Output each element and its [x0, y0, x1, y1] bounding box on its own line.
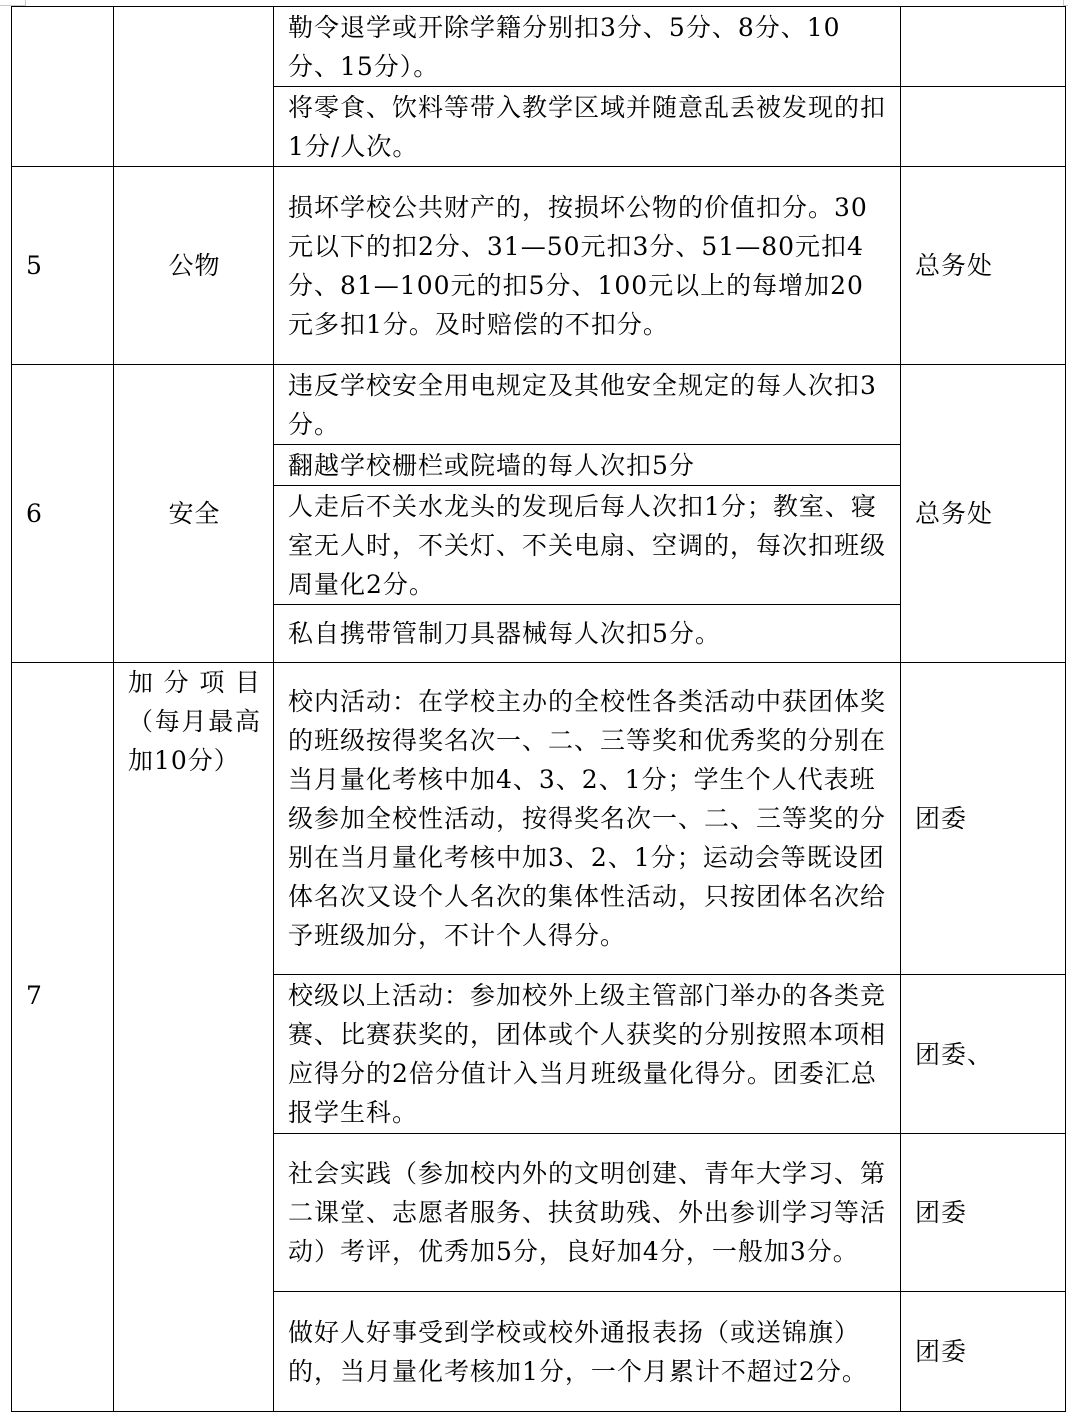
- rule-text: 社会实践（参加校内外的文明创建、青年大学习、第二课堂、志愿者服务、扶贫助残、外出参训学习等活动）考评，优秀加5分，良好加4分，一般加3分。: [274, 1134, 901, 1292]
- responsible-dept: 团委: [901, 663, 1066, 975]
- row-number-text: 7: [26, 981, 43, 1010]
- table-row: [12, 365, 1066, 445]
- rule-text: 私自携带管制刀具器械每人次扣5分。: [274, 605, 901, 663]
- table-row: [12, 167, 1066, 365]
- scoring-rules-table: [11, 6, 1066, 1412]
- rule-text: 违反学校安全用电规定及其他安全规定的每人次扣3分。: [274, 365, 901, 445]
- table-row: [12, 7, 1066, 87]
- row-number: [12, 7, 114, 167]
- responsible-dept: [901, 87, 1066, 167]
- rule-text: 勒令退学或开除学籍分别扣3分、5分、8分、10分、15分）。: [274, 7, 901, 87]
- rule-text: 做好人好事受到学校或校外通报表扬（或送锦旗）的，当月量化考核加1分，一个月累计不超过2分。: [274, 1292, 901, 1412]
- responsible-dept: 团委、: [901, 975, 1066, 1134]
- rule-text: 翻越学校栅栏或院墙的每人次扣5分: [274, 445, 901, 486]
- row-number: [12, 663, 114, 1412]
- row-category: 公物: [114, 167, 274, 365]
- rule-text: 人走后不关水龙头的发现后每人次扣1分；教室、寝室无人时，不关灯、不关电扇、空调的，每次扣班级周量化2分。: [274, 486, 901, 605]
- rule-text: 将零食、饮料等带入教学区域并随意乱丢被发现的扣1分/人次。: [274, 87, 901, 167]
- responsible-dept: 团委: [901, 1134, 1066, 1292]
- rule-text: 校内活动：在学校主办的全校性各类活动中获团体奖的班级按得奖名次一、二、三等奖和优秀奖的分别在当月量化考核中加4、3、2、1分；学生个人代表班级参加全校性活动，按得奖名次一、二、三等奖的分别在当月量化考核中加3、2、1分；运动会等既设团体名次又设个人名次的集体性活动，只按团体名次给予班级加分，不计个人得分。: [274, 663, 901, 975]
- row-category-text: 加分项目（每月最高加10分）: [128, 668, 261, 775]
- responsible-dept: 总务处: [901, 365, 1066, 663]
- responsible-dept: 总务处: [901, 167, 1066, 365]
- row-category: [114, 663, 274, 1412]
- rule-text: 校级以上活动：参加校外上级主管部门举办的各类竞赛、比赛获奖的，团体或个人获奖的分别按照本项相应得分的2倍分值计入当月班级量化得分。团委汇总报学生科。: [274, 975, 901, 1134]
- row-number: 6: [12, 365, 114, 663]
- row-number: 5: [12, 167, 114, 365]
- responsible-dept: [901, 7, 1066, 87]
- responsible-dept: 团委: [901, 1292, 1066, 1412]
- row-category: 安全: [114, 365, 274, 663]
- table-row: [12, 663, 1066, 975]
- row-category: [114, 7, 274, 167]
- rule-text: 损坏学校公共财产的，按损坏公物的价值扣分。30元以下的扣2分、31—50元扣3分、51—80元扣4分、81—100元的扣5分、100元以上的每增加20元多扣1分。及时赔偿的不扣分。: [274, 167, 901, 365]
